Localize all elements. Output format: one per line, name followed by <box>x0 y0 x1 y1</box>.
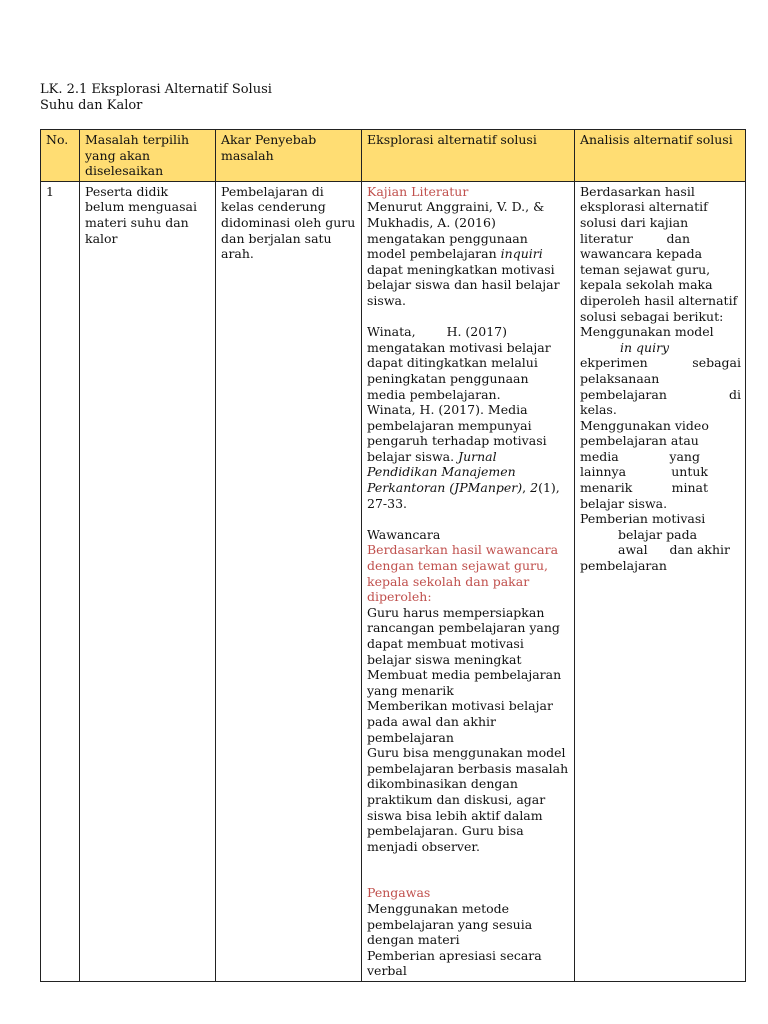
cell-analisis: Berdasarkan hasil eksplorasi alternatif solusi dari kajian literatur dan wawancara kepada teman sejawat guru, kepala sekolah maka diperoleh hasil alternatif solusi sebagai berikut: Menggunakan model in quiry ekperimen sebagai pelaksanaan pembelajaran di kelas. Menggunakan video pembelajaran atau media yang lainnya untuk menarik minat belajar siswa. Pemberian motivasi belajar pada awal dan akhir pembelajaran <box>575 181 746 981</box>
analisis-item-2: Menggunakan video pembelajaran atau media yang lainnya untuk menarik minat belajar siswa. <box>580 417 709 511</box>
document-header <box>40 82 272 114</box>
literature-ref-3: Winata, H. (2017). Media pembelajaran mempunyai pengaruh terhadap motivasi belajar siswa. Jurnal Pendidikan Manajemen Perkantoran (JPManper), 2(1), 27-33. <box>367 402 560 511</box>
wawancara-point: Membuat media pembelajaran yang menarik <box>367 667 562 698</box>
header-akar-penyebab: Akar Penyebab masalah <box>216 130 362 182</box>
literature-ref-2-author: Winata, H. (2017) <box>367 324 507 340</box>
cell-eksplorasi <box>362 181 575 981</box>
analisis-item-1: Menggunakan model in quiry ekperimen sebagai pelaksanaan pembelajaran di kelas. <box>580 324 741 418</box>
wawancara-point: Memberikan motivasi belajar pada awal dan akhir pembelajaran <box>367 698 553 745</box>
pengawas-point: Pemberian apresiasi secara verbal <box>367 947 542 979</box>
literature-ref-1: Menurut Anggraini, V. D., & Mukhadis, A. (2016) mengatakan penggunaan model pembelajaran inquiri dapat meningkatkan motivasi belajar siswa dan hasil belajar siswa. <box>367 199 560 308</box>
pengawas-heading: Pengawas <box>367 885 431 901</box>
exploration-table <box>40 129 746 982</box>
analisis-intro: Berdasarkan hasil eksplorasi alternatif solusi dari kajian <box>580 183 708 230</box>
wawancara-heading: Wawancara <box>367 526 441 542</box>
header-eksplorasi: Eksplorasi alternatif solusi <box>362 130 575 182</box>
header-no: No. <box>41 130 80 182</box>
cell-akar-penyebab: Pembelajaran di kelas cenderung didominasi oleh guru dan berjalan satu arah. <box>216 181 362 981</box>
kajian-literatur-heading: Kajian Literatur <box>367 183 469 199</box>
literature-ref-2: mengatakan motivasi belajar dapat ditingkatkan melalui peningkatan penggunaan media pembelajaran. <box>367 339 551 402</box>
header-analisis: Analisis alternatif solusi <box>575 130 746 182</box>
pengawas-point: Menggunakan metode pembelajaran yang sesuia dengan materi <box>367 900 533 948</box>
document-title: LK. 2.1 Eksplorasi Alternatif Solusi <box>40 82 272 97</box>
wawancara-point: Guru bisa menggunakan model pembelajaran berbasis masalah dikombinasikan dengan praktikum dan diskusi, agar siswa bisa lebih aktif dalam pembelajaran. Guru bisa menjadi observer. <box>367 745 569 854</box>
cell-no: 1 <box>41 181 80 981</box>
cell-masalah: Peserta didik belum menguasai materi suhu dan kalor <box>80 181 216 981</box>
wawancara-point: Guru harus mempersiapkan rancangan pembelajaran yang dapat membuat motivasi belajar siswa meningkat <box>367 604 560 667</box>
document-subtitle: Suhu dan Kalor <box>40 98 143 113</box>
wawancara-intro: Berdasarkan hasil wawancara dengan teman sejawat guru, kepala sekolah dan pakar diperoleh: <box>367 542 559 605</box>
analisis-item-3: Pemberian motivasi belajar pada awal dan akhir pembelajaran <box>580 511 730 574</box>
table-header-row <box>41 130 746 182</box>
header-masalah: Masalah terpilih yang akan diselesaikan <box>80 130 216 182</box>
table-row <box>41 181 746 981</box>
